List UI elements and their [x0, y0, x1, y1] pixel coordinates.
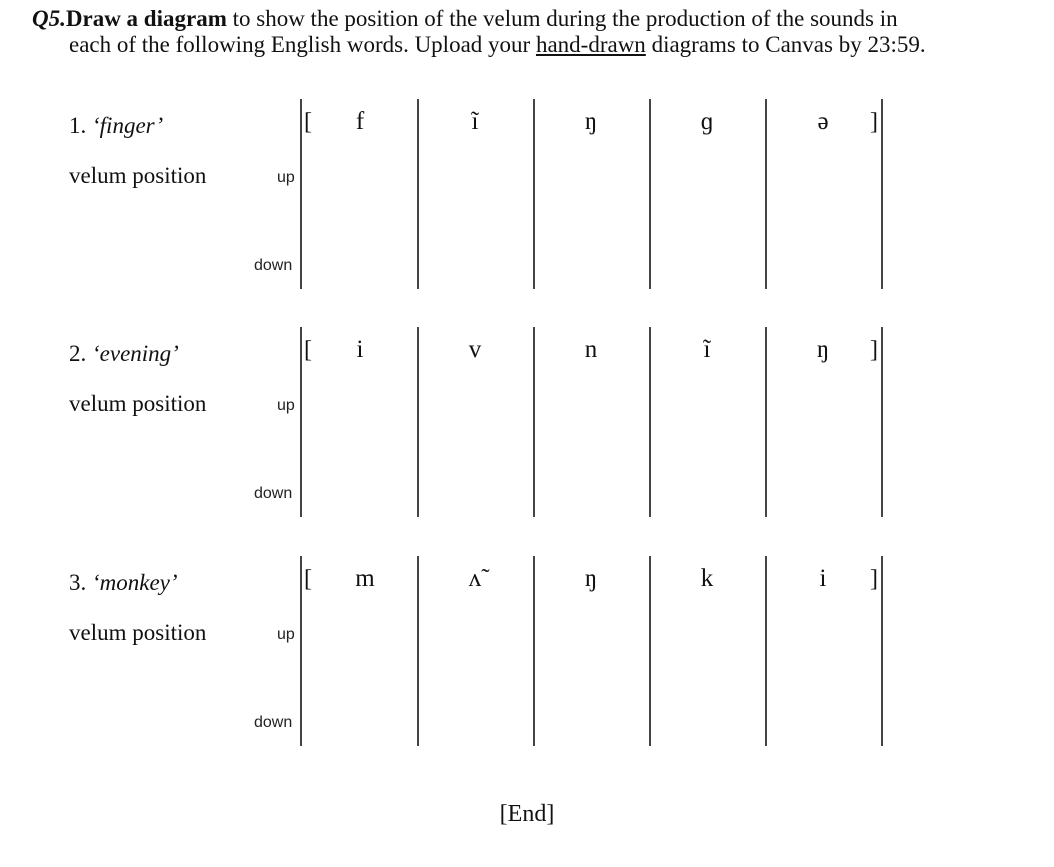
down-label: down — [254, 485, 293, 502]
hand-drawn-emphasis: hand-drawn — [535, 32, 646, 57]
grid-line — [300, 556, 302, 746]
close-bracket: ] — [870, 109, 878, 135]
grid-line — [881, 327, 883, 517]
velum-position-label: velum position — [69, 163, 207, 188]
item-title — [69, 341, 179, 367]
velum-position-label: velum position — [69, 620, 207, 645]
close-bracket: ] — [870, 566, 878, 592]
phone-symbol: ĩ — [703, 336, 711, 363]
grid-line — [300, 327, 302, 517]
item-number: 1. — [69, 113, 92, 138]
grid-line — [533, 327, 535, 517]
grid-line — [533, 556, 535, 746]
grid-line — [881, 556, 883, 746]
open-bracket: [ — [304, 337, 312, 363]
up-label: up — [277, 626, 295, 643]
phone-symbol: f — [355, 108, 365, 135]
grid-line — [765, 327, 767, 517]
grid-line — [649, 556, 651, 746]
phone-symbol: ə — [817, 108, 829, 135]
phone-symbol: ɡ — [700, 108, 714, 135]
grid-line — [533, 99, 535, 289]
question-label: Q5. — [32, 6, 66, 31]
close-bracket: ] — [870, 337, 878, 363]
grid-line — [765, 556, 767, 746]
item-title — [69, 570, 178, 596]
up-label: up — [277, 169, 295, 186]
question-text-3: diagrams to Canvas by 23:59. — [645, 32, 926, 57]
question-line-1 — [32, 6, 1032, 32]
phone-symbol: ŋ — [584, 108, 598, 135]
item-number: 3. — [69, 570, 92, 595]
question-line-2 — [32, 32, 1032, 58]
item-finger — [0, 108, 1054, 293]
grid-line — [765, 99, 767, 289]
phone-symbol: k — [700, 565, 714, 592]
phone-symbol: n — [584, 336, 598, 363]
phone-symbol: m — [355, 565, 375, 592]
grid-line — [417, 327, 419, 517]
up-label: up — [277, 397, 295, 414]
question-instruction-bold: Draw a diagram — [65, 6, 227, 31]
item-number: 2. — [69, 341, 92, 366]
question-text-1: to show the position of the velum during the production of the sounds in — [226, 6, 898, 31]
phone-symbol: v — [468, 336, 482, 363]
end-marker: [End] — [499, 801, 555, 827]
phone-symbol: ŋ — [816, 336, 830, 363]
phone-symbol: i — [356, 336, 364, 363]
down-label: down — [254, 257, 293, 274]
item-monkey — [0, 565, 1054, 750]
phone-symbol: i — [819, 565, 827, 592]
question-text-2: each of the following English words. Upload your — [69, 32, 536, 57]
open-bracket: [ — [304, 109, 312, 135]
grid-line — [649, 99, 651, 289]
down-label: down — [254, 714, 293, 731]
item-title — [69, 113, 163, 139]
grid-line — [417, 99, 419, 289]
open-bracket: [ — [304, 566, 312, 592]
item-word: ‘finger’ — [92, 113, 164, 138]
grid-line — [649, 327, 651, 517]
phone-symbol: ĩ — [471, 108, 479, 135]
item-word: ‘evening’ — [92, 341, 179, 366]
phone-symbol: ʌ̃ — [468, 565, 482, 592]
phone-symbol: ŋ — [584, 565, 598, 592]
item-evening — [0, 336, 1054, 521]
question-prompt — [32, 6, 1032, 58]
velum-position-label: velum position — [69, 391, 207, 416]
grid-line — [881, 99, 883, 289]
grid-line — [300, 99, 302, 289]
grid-line — [417, 556, 419, 746]
item-word: ‘monkey’ — [92, 570, 178, 595]
